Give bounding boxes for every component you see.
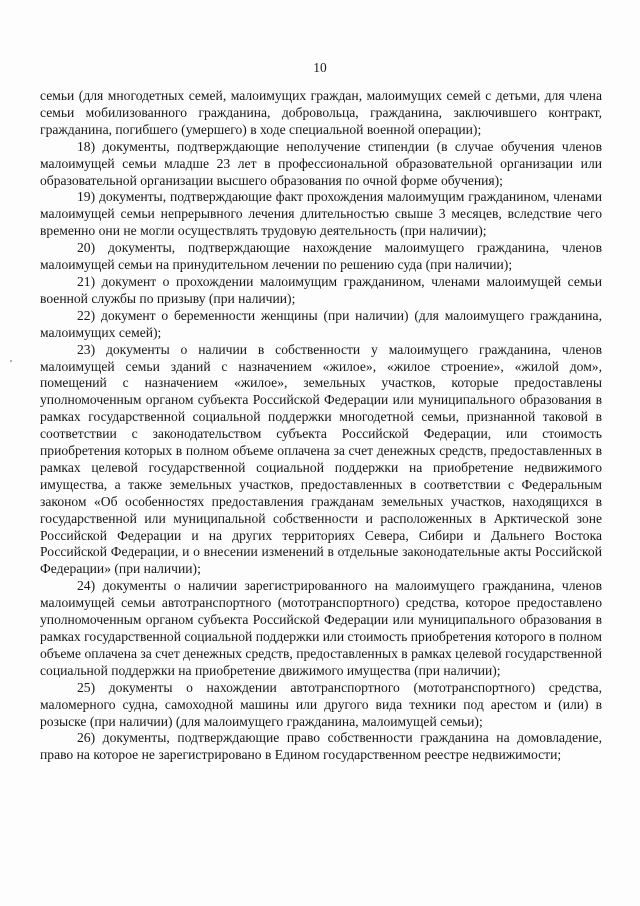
paragraph: 24) документы о наличии зарегистрированного на малоимущего гражданина, членов малоимущей семьи автотранспортного (мототранспортного) средства, которое предоставлено уполномоченным органом субъекта Российской Федерации или муниципального образования в рамках государственной социальной поддержки или стоимость приобретения которого в полном объеме оплачена за счет денежных средств, предоставленных в рамках целевой государственной социальной поддержки на приобретение движимого имущества (при наличии); (40, 578, 602, 678)
paragraph: 19) документы, подтверждающие факт прохождения малоимущим гражданином, членами малоимущей семьи непрерывного лечения длительностью свыше 3 месяцев, вследствие чего временно они не могли осуществлять трудовую деятельность (при наличии); (40, 189, 602, 239)
paragraph: 25) документы о нахождении автотранспортного (мототранспортного) средства, маломерного судна, самоходной машины или другого вида техники под арестом и (или) в розыске (при наличии) (для малоимущего гражданина, малоимущей семьи); (40, 679, 602, 729)
paragraph: 18) документы, подтверждающие неполучение стипендии (в случае обучения членов малоимущей семьи младше 23 лет в профессиональной образовательной организации или образовательной организации высшего образования по очной форме обучения); (40, 138, 602, 188)
document-body (40, 88, 602, 764)
paragraph: 20) документы, подтверждающие нахождение малоимущего гражданина, членов малоимущей семьи на принудительном лечении по решению суда (при наличии); (40, 240, 602, 273)
paragraph: семьи (для многодетных семей, малоимущих граждан, малоимущих семей с детьми, для члена семьи мобилизованного гражданина, добровольца, гражданина, заключившего контракт, гражданина, погибшего (умершего) в ходе специальной военной операции); (40, 88, 602, 137)
scan-speck (10, 360, 12, 362)
paragraph: 21) документ о прохождении малоимущим гражданином, членами малоимущей семьи военной службы по призыву (при наличии); (40, 273, 602, 306)
page-number: 10 (313, 60, 327, 75)
paragraph: 22) документ о беременности женщины (при наличии) (для малоимущего гражданина, малоимущих семей); (40, 307, 602, 340)
paragraph: 26) документы, подтверждающие право собственности гражданина на домовладение, право на которое не зарегистрировано в Едином государственном реестре недвижимости; (40, 730, 602, 763)
paragraph: 23) документы о наличии в собственности у малоимущего гражданина, членов малоимущей семьи зданий с назначением «жилое», «жилое строение», «жилой дом», помещений с назначением «жилое», земельных участков, которые предоставлены уполномоченным органом субъекта Российской Федерации или муниципального образования в рамках государственной социальной поддержки многодетной семьи, признанной таковой в соответствии с законодательством субъекта Российской Федерации, или стоимость приобретения которых в полном объеме оплачена за счет денежных средств, предоставленных в рамках целевой государственной социальной поддержки на приобретение недвижимого имущества, а также земельных участков, предоставленных в соответствии с Федеральным законом «Об особенностях предоставления гражданам земельных участков, находящихся в государственной или муниципальной собственности и расположенных в Арктической зоне Российской Федерации и на других территориях Севера, Сибири и Дальнего Востока Российской Федерации, и о внесении изменений в отдельные законодательные акты Российской Федерации» (при наличии); (40, 341, 602, 577)
